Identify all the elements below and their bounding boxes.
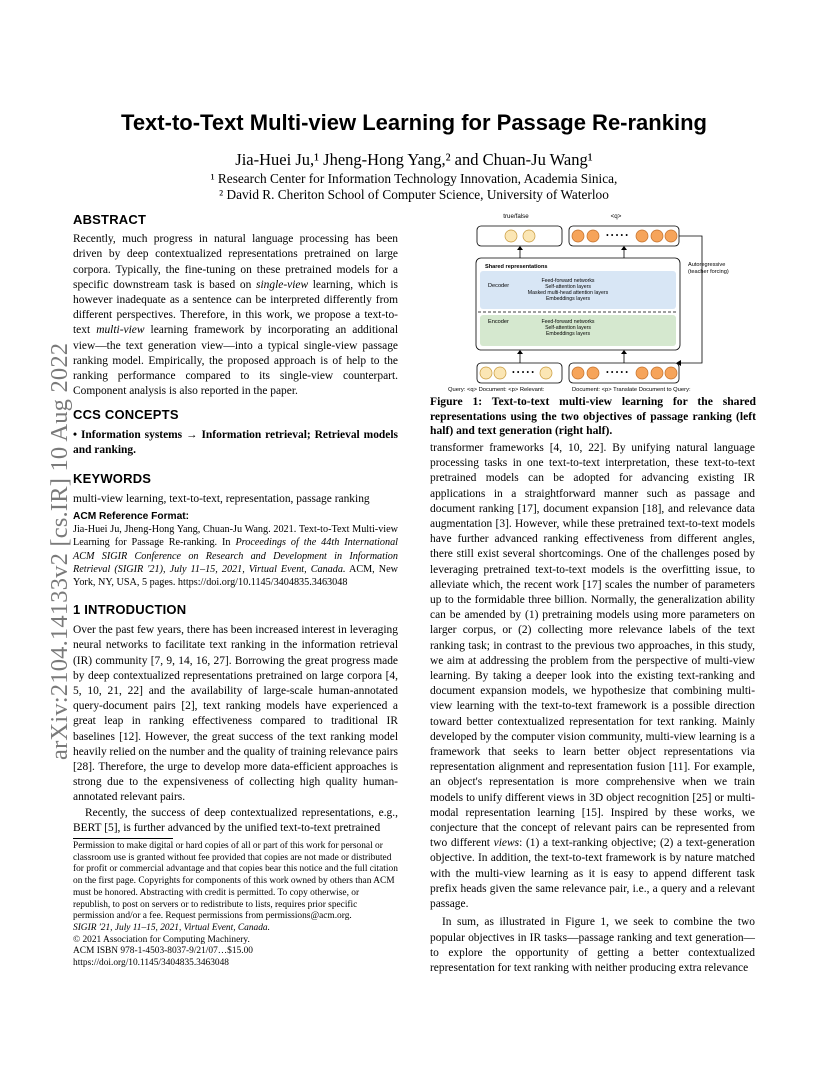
output-right-label: <q>	[610, 213, 622, 220]
intro-paragraph-2: Recently, the success of deep contextualized representations, e.g., BERT [5], is further advanced by the unified text-to-text pretrained	[73, 806, 398, 834]
keywords-text: multi-view learning, text-to-text, representation, passage ranking	[73, 493, 370, 506]
encoder-layer: Feed-forward networks	[541, 319, 595, 325]
token-circle	[540, 367, 552, 379]
affiliation-2: ² David R. Cheriton School of Computer Science, University of Waterloo	[219, 187, 609, 202]
decoder-layer: Self-attention layers	[545, 284, 591, 290]
authors: Jia-Huei Ju,¹ Jheng-Hong Yang,² and Chuan-Ju Wang¹	[235, 150, 593, 169]
arxiv-stamp	[16, 290, 73, 760]
keywords-section	[73, 471, 398, 507]
input-right-label: Document: <p> Translate Document to Query:	[572, 387, 691, 393]
footnote	[73, 841, 398, 970]
ellipsis-dots: • • • • •	[605, 231, 629, 240]
decoder-layer: Embeddings layers	[545, 296, 591, 302]
figure-caption: Figure 1: Text-to-text multi-view learning for the shared representations using the two objectives of passage ranking (left half) and text generation (right half).	[430, 395, 756, 438]
copyright-line: © 2021 Association for Computing Machinery.	[73, 934, 250, 945]
token-circle	[587, 367, 599, 379]
paper-title: Text-to-Text Multi-view Learning for Passage Re-ranking	[121, 110, 707, 135]
acm-ref-text: Jia-Huei Ju, Jheng-Hong Yang, Chuan-Ju Wang. 2021. Text-to-Text Multi-view Learning for Passage Re-ranking. In Proceedings of the 44th International ACM SIGIR Conference on Research and Development in Information Retrieval (SIGIR '21), July 11–15, 2021, Virtual Event, Canada. ACM, New York, NY, USA, 5 pages. https://doi.org/10.1145/3404835.3463048	[73, 524, 398, 589]
encoder-label: Encoder	[488, 319, 509, 325]
decoder-layer: Feed-forward networks	[541, 278, 595, 284]
ccs-section	[73, 407, 398, 459]
token-circle	[665, 367, 677, 379]
output-left-label: true/false	[503, 213, 529, 220]
keywords-heading: KEYWORDS	[73, 471, 152, 486]
token-circle	[587, 230, 599, 242]
token-circle	[651, 230, 663, 242]
intro-heading: 1 INTRODUCTION	[73, 602, 187, 617]
token-circle	[636, 230, 648, 242]
encoder-layer: Embeddings layers	[545, 331, 591, 337]
decoder-label: Decoder	[488, 283, 510, 289]
abstract-heading: ABSTRACT	[73, 212, 147, 227]
autoregressive-label: Autoregressive	[688, 262, 726, 268]
ellipsis-dots: • • • • •	[511, 368, 535, 377]
acm-reference	[73, 510, 398, 589]
permission-text: Permission to make digital or hard copies of all or part of this work for personal or classroom use is granted without fee provided that copies are not made or distributed for profit or commercial advantage and that copies bear this notice and the full citation on the first page. Copyrights for components of this work owned by others than ACM must be honored. Abstracting with credit is permitted. To copy otherwise, or republish, to post on servers or to redistribute to lists, requires prior specific permission and/or a fee. Request permissions from permissions@acm.org.	[73, 841, 398, 922]
doi-line: https://doi.org/10.1145/3404835.3463048	[73, 958, 229, 969]
token-circle	[505, 230, 517, 242]
output-left-box	[477, 226, 562, 246]
arxiv-id: arXiv:2104.14133v2 [cs.IR] 10 Aug 2022	[46, 342, 73, 760]
token-circle	[494, 367, 506, 379]
affiliation-1: ¹ Research Center for Information Technology Innovation, Academia Sinica,	[210, 171, 618, 186]
introduction-section	[73, 602, 398, 836]
token-circle	[572, 230, 584, 242]
ccs-heading: CCS CONCEPTS	[73, 407, 179, 422]
token-circle	[523, 230, 535, 242]
right-paragraph-1: transformer frameworks [4, 10, 22]. By unifying natural language processing tasks in one text-to-text interpretation, these text-to-text pretrained models can be adopted for advancing existing IR applications in a straightforward manner such as passage and document ranking [17], document expansion [18], and relevance data augmentation [3]. However, while these pretrained text-to-text models have further advanced ranking effectiveness from different angles, there still exist several shortcomings. One of the challenges posed by leveraging pretrained text-to-text models is the overfitting issue, to alleviate which, the recent work [17] scales the number of parameters up to the formidable three billion. Normally, the generalization ability can be amended by (1) pretraining models using more parameters on larger corpus, or (2) collecting more relevance labels of the text ranking task; in contrast to the previous two approaches, in this study, we aim at addressing the problem from the perspective of multi-view learning. By taking a deeper look into the existing text-ranking and document expansion models, we hypothesize that combining multi-view learning with the text-to-text framework is a possible direction toward better contextualized representation for text ranking. Mainly developed by the computer vision community, multi-view learning is a framework that seeks to learn better object representations via representation alignment and representation fusion [11]. For example, an object's representation is more comprehensive when we train models to unify different views in 3D object recognition [25] or multi-modal representation learning [15]. Inspired by these works, we conjecture that the concept of relevant pairs can be represented from two different views: (1) a text-ranking objective; (2) a text-generation objective. In addition, the text-to-text framework is by nature matched with the multi-view learning as it is easy to append different task prefix heads given the same relevance pair, i.e., a query and a relevant passage.	[430, 442, 755, 911]
figure-1-diagram	[430, 207, 756, 393]
acm-ref-heading: ACM Reference Format:	[73, 511, 190, 522]
decoder-layer: Masked multi-head attention layers	[527, 290, 609, 296]
abstract-text: Recently, much progress in natural language processing has been driven by deep contextualized representations pretrained on large corpora. Typically, the fine-tuning on these pretrained models for a specific downstream task is based on single-view learning, which is however inadequate as a sentence can be interpreted differently from different perspectives. Therefore, in this work, we propose a text-to-text multi-view learning framework by incorporating an additional view—the text generation view—into a typical single-view passage ranking model. Empirically, the proposed approach is of help to the ranking performance compared to its single-view counterpart. Component analysis is also reported in the paper.	[73, 233, 399, 398]
autoregressive-arrow	[679, 236, 702, 363]
right-paragraph-2: In sum, as illustrated in Figure 1, we seek to combine the two popular objectives in IR tasks—passage ranking and text generation—to explore the opportunity of getting a better contextualized representation for text ranking with neither producing extra relevance	[430, 916, 755, 974]
ellipsis-dots: • • • • •	[605, 368, 629, 377]
footnote-rule	[73, 838, 173, 839]
token-circle	[665, 230, 677, 242]
intro-paragraph-1: Over the past few years, there has been increased interest in leveraging neural networks to facilitate text ranking in the information retrieval (IR) community [7, 9, 14, 16, 27]. Borrowing the great progress made by deep contextualized representations pretrained on large corpora [4, 5, 10, 21, 22] and the availability of large-scale human-annotated query-document pairs [2], text ranking models have experienced a great leap in ranking effectiveness compared to traditional IR baselines [12]. However, the great success of the text ranking model heavily relied on the number and the quality of training relevance pairs [28]. Therefore, the urge to develop more data-efficient approaches is strong due to the expensiveness of collecting high quality human-annotated relevant pairs.	[73, 624, 398, 804]
token-circle	[572, 367, 584, 379]
shared-label: Shared representations	[485, 264, 548, 270]
right-column-text	[430, 441, 755, 976]
token-circle	[636, 367, 648, 379]
isbn-line: ACM ISBN 978-1-4503-8037-9/21/07…$15.00	[73, 946, 253, 957]
ccs-text: • Information systems → Information retrieval; Retrieval models and ranking.	[73, 429, 398, 457]
teacher-forcing-label: (teacher forcing)	[688, 269, 729, 275]
encoder-layer: Self-attention layers	[545, 325, 591, 331]
token-circle	[651, 367, 663, 379]
abstract-section	[73, 212, 398, 399]
input-left-label: Query: <q> Document: <p> Relevant:	[448, 387, 545, 393]
token-circle	[480, 367, 492, 379]
conference-line: SIGIR '21, July 11–15, 2021, Virtual Event, Canada.	[73, 922, 270, 933]
